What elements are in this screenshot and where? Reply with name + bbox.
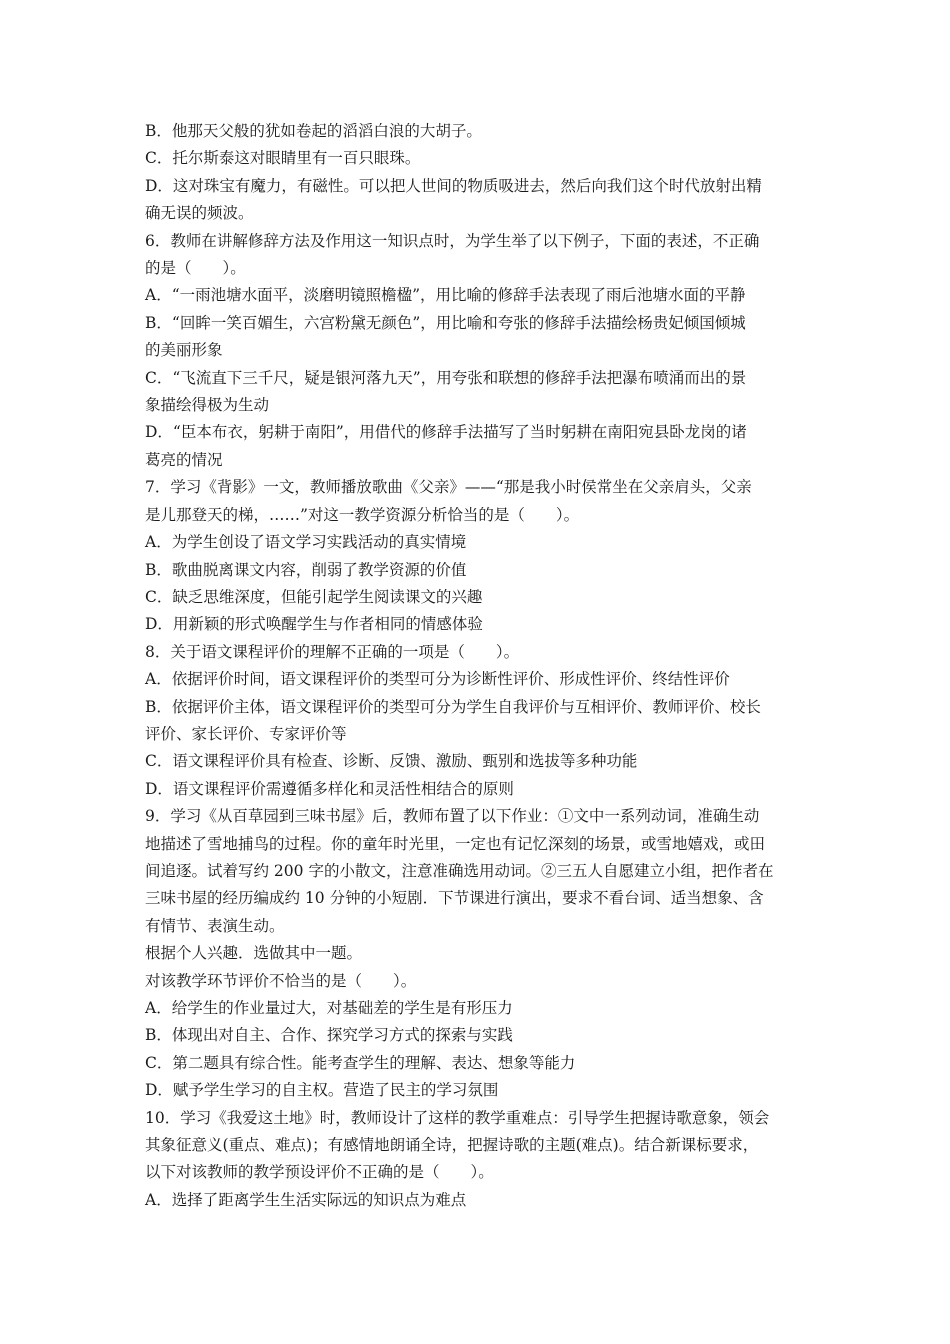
option-8c: C．语文课程评价具有检查、诊断、反馈、激励、甄别和选拔等多种功能 [145,752,638,771]
option-10a: A．选择了距离学生生活实际远的知识点为难点 [145,1190,467,1209]
option-8a: A．依据评价时间，语文课程评价的类型可分为诊断性评价、形成性评价、终结性评价 [145,670,730,689]
option-5b: B．他那天父般的犹如卷起的滔滔白浪的大胡子。 [145,122,482,140]
question-8: 8．关于语文课程评价的理解不正确的一项是（ ）。 [145,642,520,661]
option-9a: A．给学生的作业量过大，对基础差的学生是有形压力 [145,999,513,1017]
option-6d: D．“臣本布衣，躬耕于南阳”，用借代的修辞手法描写了当时躬耕在南阳宛县卧龙岗的诸 [145,423,747,442]
question-6-cont: 的是（ ）。 [145,259,246,278]
option-6c: C．“飞流直下三千尺，疑是银河落九天”，用夸张和联想的修辞手法把瀑布喷涌而出的景 [145,368,747,387]
question-9-cont-1: 地描述了雪地捕鸟的过程。你的童年时光里，一定也有记忆深刻的场景，或雪地嬉戏，或田 [145,834,766,853]
question-10: 10．学习《我爱这土地》时，教师设计了这样的教学重难点：引导学生把握诗歌意象，领会 [145,1108,770,1127]
option-5d-cont: 确无误的频波。 [145,204,254,223]
question-6: 6．教师在讲解修辞方法及作用这一知识点时，为学生举了以下例子，下面的表述，不正确 [145,231,760,250]
option-8b: B．依据评价主体，语文课程评价的类型可分为学生自我评价与互相评价、教师评价、校长 [145,697,761,716]
option-6b-cont: 的美丽形象 [145,341,223,360]
option-8d: D．语文课程评价需遵循多样化和灵活性相结合的原则 [145,779,514,798]
question-7: 7．学习《背影》一文，教师播放歌曲《父亲》——“那是我小时侯常坐在父亲肩头，父亲 [145,478,752,497]
option-7b: B．歌曲脱离课文内容，削弱了教学资源的价值 [145,560,467,579]
option-7a: A．为学生创设了语文学习实践活动的真实情境 [145,533,467,552]
option-6d-cont: 葛亮的情况 [145,450,223,469]
question-7-cont: 是儿那登天的梯，……”对这一教学资源分析恰当的是（ ）。 [145,505,580,524]
question-9-prompt: 对该教学环节评价不恰当的是（ ）。 [145,971,417,990]
option-7d: D．用新颖的形式唤醒学生与作者相同的情感体验 [145,615,483,634]
question-9-cont-3: 三味书屋的经历编成约 10 分钟的小短剧．下节课进行演出，要求不看台词、适当想象、含 [145,889,764,908]
option-9c: C．第二题具有综合性。能考查学生的理解、表达、想象等能力 [145,1053,576,1072]
option-5d: D．这对珠宝有魔力，有磁性。可以把人世间的物质吸进去，然后向我们这个时代放射出精 [145,176,762,195]
option-9d: D．赋予学生学习的自主权。营造了民主的学习氛围 [145,1081,499,1100]
document-text [145,118,815,1214]
option-7c: C．缺乏思维深度，但能引起学生阅读课文的兴趣 [145,587,483,606]
option-9b: B．体现出对自主、合作、探究学习方式的探索与实践 [145,1026,513,1045]
question-9-note: 根据个人兴趣．选做其中一题。 [145,944,363,963]
option-6b: B．“回眸一笑百媚生，六宫粉黛无颜色”，用比喻和夸张的修辞手法描绘杨贵妃倾国倾城 [145,313,746,332]
option-8b-cont: 评价、家长评价、专家评价等 [145,724,347,743]
question-10-cont-2: 以下对该教师的教学预设评价不正确的是（ ）。 [145,1163,494,1182]
option-5c: C．托尔斯泰这对眼睛里有一百只眼珠。 [145,149,421,168]
option-6c-cont: 象描绘得极为生动 [145,396,270,415]
question-10-cont-1: 其象征意义(重点、难点)；有感情地朗诵全诗，把握诗歌的主题(难点)。结合新课标要求， [145,1136,759,1155]
question-9-cont-2: 间追逐。试着写约 200 字的小散文，注意准确选用动词。②三五人自愿建立小组，把作者在 [145,861,774,880]
question-9: 9．学习《从百草园到三味书屋》后，教师布置了以下作业：①文中一系列动词，准确生动 [145,807,760,826]
option-6a: A．“一雨池塘水面平，淡磨明镜照檐楹”，用比喻的修辞手法表现了雨后池塘水面的平静 [145,286,746,305]
question-9-cont-4: 有情节、表演生动。 [145,916,285,935]
